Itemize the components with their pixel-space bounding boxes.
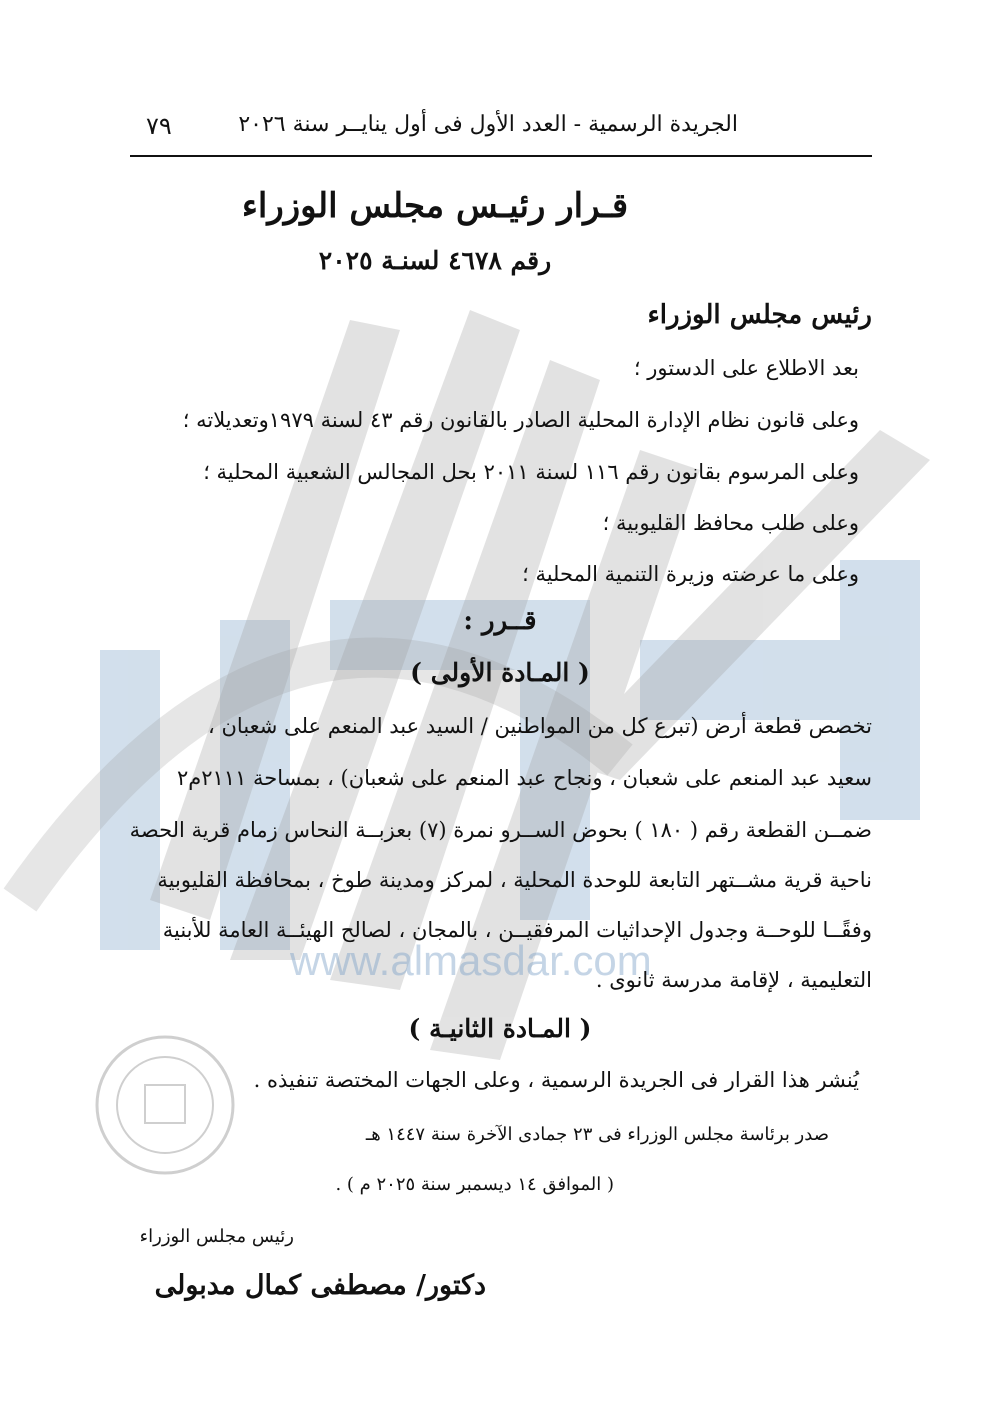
article-1-line: ناحية قرية مشــتهر التابعة للوحدة المحلية ، لمركز ومدينة طوخ ، بمحافظة القليوبية	[157, 868, 872, 892]
article-1-line: ضمــن القطعة رقم ( ١٨٠ ) بحوض الســرو نمرة (٧) بعزبــة النحاس زمام قرية الحصة	[129, 818, 872, 842]
issuer-heading: رئيس مجلس الوزراء	[647, 300, 872, 330]
signature-title: رئيس مجلس الوزراء	[139, 1226, 294, 1247]
article-2-text: يُنشر هذا القرار فى الجريدة الرسمية ، وعلى الجهات المختصة تنفيذه .	[253, 1068, 859, 1092]
page-number: ٧٩	[146, 112, 172, 140]
article-1-line: التعليمية ، لإقامة مدرسة ثانوى .	[595, 968, 872, 992]
issued-date-hijri: صدر برئاسة مجلس الوزراء فى ٢٣ جمادى الآخرة سنة ١٤٤٧ هـ	[365, 1124, 829, 1145]
gazette-header-title: الجريدة الرسمية - العدد الأول فى أول ينايــر سنة ٢٠٢٦	[238, 112, 738, 137]
preamble-line: وعلى طلب محافظ القليوبية ؛	[602, 511, 859, 535]
decided-heading: قــرر :	[463, 606, 537, 636]
header-rule	[130, 155, 872, 157]
article-1-line: وفقًــا للوحــة وجدول الإحداثيات المرفقيــن ، بالمجان ، لصالح الهيئــة العامة للأبنية	[162, 918, 872, 942]
article-2-heading: ( المـادة الثانيـة )	[408, 1014, 592, 1043]
watermark-site: www.almasdar.com	[290, 937, 652, 984]
decree-title: قـرار رئيـس مجلس الوزراء	[241, 186, 629, 226]
ministry-seal	[97, 1037, 233, 1173]
preamble-line: وعلى المرسوم بقانون رقم ١١٦ لسنة ٢٠١١ بحل المجالس الشعبية المحلية ؛	[203, 460, 859, 484]
page-header	[130, 112, 870, 152]
preamble-line: وعلى ما عرضته وزيرة التنمية المحلية ؛	[522, 562, 859, 586]
article-1-heading: ( المـادة الأولى )	[410, 658, 590, 687]
signature-name: دكتور/ مصطفى كمال مدبولى	[154, 1270, 486, 1301]
preamble-line: وعلى قانون نظام الإدارة المحلية الصادر بالقانون رقم ٤٣ لسنة ١٩٧٩وتعديلاته ؛	[182, 408, 859, 432]
issued-date-gregorian: ( الموافق ١٤ ديسمبر سنة ٢٠٢٥ م ) .	[335, 1174, 614, 1195]
decree-number: رقم ٤٦٧٨ لسنـة ٢٠٢٥	[318, 246, 552, 275]
article-1-line: سعيد عبد المنعم على شعبان ، ونجاح عبد المنعم على شعبان) ، بمساحة ٢١١١م٢	[176, 766, 872, 790]
article-1-line: تخصص قطعة أرض (تبرع كل من المواطنين / السيد عبد المنعم على شعبان ،	[208, 714, 872, 738]
preamble-line: بعد الاطلاع على الدستور ؛	[633, 356, 859, 380]
